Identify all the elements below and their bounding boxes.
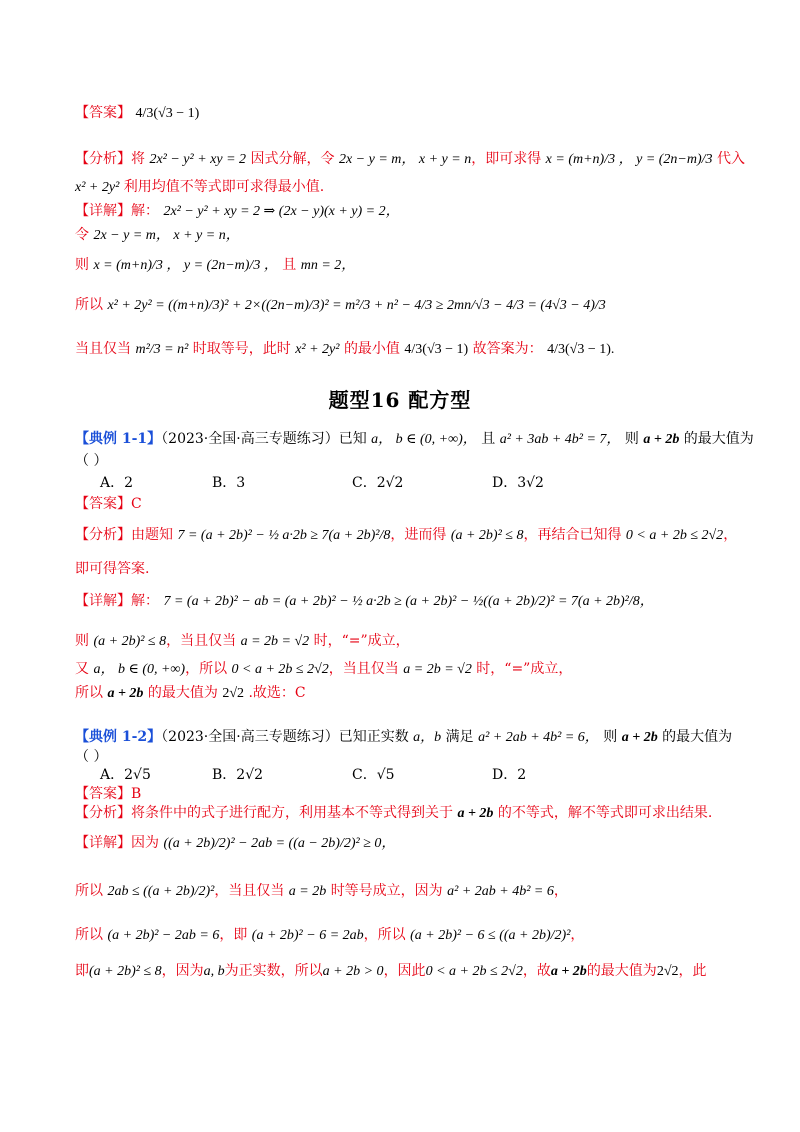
detail-line-3 bbox=[75, 256, 355, 275]
ex2-answer-tag: 【答案】 bbox=[75, 786, 131, 802]
ex1-detail-text: 则 bbox=[75, 633, 89, 649]
analysis-tag: 【分析】 bbox=[75, 151, 131, 167]
ex2-detail-math: 2ab ≤ ((a + 2b)/2)² bbox=[107, 884, 215, 899]
detail-math: m²/3 = n² bbox=[135, 342, 189, 357]
ex1-analysis-tag: 【分析】 bbox=[75, 527, 131, 543]
ex2-answer-line bbox=[75, 785, 141, 803]
ex2-detail-math: (a + 2b)² − 2ab = 6 bbox=[107, 928, 220, 943]
ex1-question-line bbox=[75, 430, 754, 449]
ex1-text: 的最大值为 bbox=[683, 431, 754, 447]
ex2-detail-text: 因为 bbox=[131, 835, 159, 851]
ex1-option-b: B．3 bbox=[212, 475, 246, 491]
ex1-math: a² + 3ab + 4b² = 7， bbox=[499, 432, 621, 447]
detail-text: 令 bbox=[75, 227, 89, 243]
ex1-option-d: D．3√2 bbox=[492, 475, 544, 491]
ex2-detail-line-3 bbox=[75, 926, 584, 945]
ex2-paren: （ ） bbox=[75, 749, 108, 765]
ex1-answer-line bbox=[75, 495, 142, 513]
ex1-source: （2023·全国·高三专题练习）已知 bbox=[161, 431, 367, 447]
ex1-detail-math: 0 < a + 2b ≤ 2√2 bbox=[231, 662, 329, 677]
ex2-detail-text: 即 bbox=[75, 963, 89, 979]
ex2-math: a，b bbox=[413, 730, 442, 745]
detail-text: 的最小值 bbox=[343, 341, 400, 357]
ex1-math: a + 2b bbox=[643, 432, 680, 447]
answer-math: 4/3(√3 − 1) bbox=[135, 106, 200, 121]
analysis-text: 将 bbox=[131, 151, 145, 167]
analysis-text: 代入 bbox=[717, 151, 745, 167]
ex2-math: a + 2b bbox=[621, 730, 658, 745]
detail-tag: 【详解】 bbox=[75, 203, 131, 219]
detail-math: 4/3(√3 − 1). bbox=[547, 342, 615, 357]
ex2-detail-math: (a + 2b)² − 6 = 2ab bbox=[251, 928, 364, 943]
detail-math: 2x² − y² + xy = 2 ⇒ (2x − y)(x + y) = 2， bbox=[163, 204, 400, 219]
ex1-paren: （ ） bbox=[75, 453, 108, 469]
ex2-detail-text: 时等号成立，因为 bbox=[330, 883, 443, 899]
analysis-text: 因式分解，令 bbox=[250, 151, 335, 167]
ex2-detail-text: ，所以 bbox=[363, 927, 406, 943]
ex2-detail-math: 2√2 bbox=[656, 964, 679, 979]
ex2-text: 则 bbox=[603, 729, 618, 745]
ex1-analysis-math: (a + 2b)² ≤ 8 bbox=[450, 528, 524, 543]
ex1-detail-text: 时，“=”成立， bbox=[476, 661, 573, 677]
ex2-detail-text: ，此 bbox=[678, 963, 707, 979]
answer-tag: 【答案】 bbox=[75, 105, 131, 121]
ex2-analysis-math: a + 2b bbox=[457, 806, 494, 821]
detail-line-4 bbox=[75, 296, 606, 315]
ex1-analysis-text: ， bbox=[723, 527, 738, 543]
ex1-detail-math: a = 2b = √2 bbox=[403, 662, 472, 677]
ex1-detail-text: ，当且仅当 bbox=[166, 633, 237, 649]
ex1-analysis-text: 由题知 bbox=[131, 527, 173, 543]
ex1-analysis-line-1 bbox=[75, 526, 737, 545]
ex1-detail-line-1 bbox=[75, 592, 654, 611]
ex2-option-a: A．2√5 bbox=[100, 767, 151, 783]
ex2-tag: 【典例 1-2】 bbox=[75, 729, 162, 745]
ex2-text: 的最大值为 bbox=[662, 729, 733, 745]
ex1-detail-math: a + 2b bbox=[107, 686, 144, 701]
analysis-math: x² + 2y² bbox=[75, 180, 120, 195]
ex2-detail-tag: 【详解】 bbox=[75, 835, 131, 851]
ex1-detail-math: a， b ∈ (0, +∞) bbox=[93, 662, 186, 677]
detail-line-5 bbox=[75, 340, 614, 359]
ex1-detail-text: .故选：C bbox=[248, 685, 306, 701]
ex1-detail-text: 的最大值为 bbox=[147, 685, 218, 701]
ex2-detail-line-4 bbox=[75, 962, 707, 981]
ex2-detail-math: (a + 2b)² − 6 ≤ ((a + 2b)/2)² bbox=[410, 928, 571, 943]
ex2-analysis-text: 的不等式，解不等式即可求出结果. bbox=[497, 805, 713, 821]
ex2-detail-math: ((a + 2b)/2)² − 2ab = ((a − 2b)/2)² ≥ 0， bbox=[163, 836, 396, 851]
ex1-analysis-math: 0 < a + 2b ≤ 2√2 bbox=[625, 528, 724, 543]
ex2-analysis-text: 将条件中的式子进行配方，利用基本不等式得到关于 bbox=[131, 805, 453, 821]
analysis-line-2 bbox=[75, 178, 324, 197]
ex1-detail-text: ，所以 bbox=[185, 661, 228, 677]
ex2-detail-text: 所以 bbox=[75, 883, 103, 899]
ex2-detail-text: ，即 bbox=[219, 927, 248, 943]
ex2-text: 满足 bbox=[445, 729, 474, 745]
ex1-text: 且 bbox=[481, 431, 496, 447]
detail-math: mn = 2， bbox=[300, 258, 356, 273]
ex1-text: 则 bbox=[624, 431, 639, 447]
ex2-detail-text: ， bbox=[570, 927, 585, 943]
ex1-analysis-text: ，进而得 bbox=[390, 527, 447, 543]
ex1-detail-tag: 【详解】 bbox=[75, 593, 131, 609]
ex2-answer: B bbox=[131, 786, 142, 802]
ex2-source: （2023·全国·高三专题练习）已知正实数 bbox=[161, 729, 409, 745]
detail-line-1 bbox=[75, 202, 400, 221]
ex1-tag: 【典例 1-1】 bbox=[75, 431, 162, 447]
ex1-detail-line-4 bbox=[75, 684, 306, 703]
ex1-option-a: A．2 bbox=[100, 475, 134, 491]
ex2-math: a² + 2ab + 4b² = 6， bbox=[478, 730, 599, 745]
ex2-detail-text: ，当且仅当 bbox=[214, 883, 285, 899]
ex1-detail-math: 7 = (a + 2b)² − ab = (a + 2b)² − ½ a·2b ≥ (a + 2b)² − ½((a + 2b)/2)² = 7(a + 2b)²/8， bbox=[163, 594, 654, 609]
ex2-detail-text: ，因此 bbox=[383, 963, 426, 979]
ex2-detail-text: ，故 bbox=[522, 963, 551, 979]
ex1-answer-tag: 【答案】 bbox=[75, 496, 131, 512]
ex2-detail-line-2 bbox=[75, 882, 568, 901]
ex2-detail-line-1 bbox=[75, 834, 395, 853]
analysis-math: 2x² − y² + xy = 2 bbox=[149, 152, 247, 167]
ex1-analysis-line-2: 即可得答案. bbox=[75, 561, 150, 577]
ex2-detail-math: a² + 2ab + 4b² = 6 bbox=[447, 884, 554, 899]
analysis-line-1 bbox=[75, 150, 745, 169]
ex1-detail-line-2 bbox=[75, 632, 410, 651]
ex2-detail-text: 的最大值为 bbox=[586, 963, 657, 979]
detail-text: 故答案为： bbox=[472, 341, 543, 357]
ex1-detail-text: 又 bbox=[75, 661, 89, 677]
ex2-option-c: C．√5 bbox=[352, 767, 395, 783]
ex1-analysis-text: ，再结合已知得 bbox=[523, 527, 622, 543]
ex1-detail-text: 解： bbox=[131, 593, 159, 609]
analysis-text: 利用均值不等式即可求得最小值. bbox=[123, 179, 325, 195]
ex1-detail-text: 所以 bbox=[75, 685, 103, 701]
ex2-detail-text: 为正实数，所以 bbox=[224, 963, 323, 979]
ex2-detail-math: (a + 2b)² ≤ 8 bbox=[89, 964, 162, 979]
section-title: 题型16 配方型 bbox=[328, 388, 472, 412]
analysis-math: 2x − y = m， x + y = n bbox=[338, 152, 472, 167]
ex1-detail-line-3 bbox=[75, 660, 572, 679]
analysis-math: x = (m+n)/3 ， y = (2n−m)/3 bbox=[545, 152, 713, 167]
ex2-detail-math: a = 2b bbox=[288, 884, 327, 899]
detail-math: x² + 2y² = ((m+n)/3)² + 2×((2n−m)/3)² = m²/3 + n² − 4/3 ≥ 2mn/√3 − 4/3 = (4√3 − 4)/3 bbox=[107, 298, 606, 313]
detail-math: x² + 2y² bbox=[295, 342, 340, 357]
ex2-detail-math: a + 2b > 0 bbox=[322, 964, 384, 979]
ex2-detail-text: 所以 bbox=[75, 927, 103, 943]
ex2-detail-text: ，因为 bbox=[161, 963, 204, 979]
ex1-detail-math: a = 2b = √2 bbox=[240, 634, 310, 649]
detail-text: 时取等号，此时 bbox=[192, 341, 291, 357]
ex2-analysis-line bbox=[75, 804, 712, 823]
ex1-detail-text: ，当且仅当 bbox=[328, 661, 399, 677]
detail-text: 且 bbox=[282, 257, 297, 273]
ex2-detail-text: ， bbox=[553, 883, 568, 899]
ex2-option-d: D．2 bbox=[492, 767, 527, 783]
detail-math: 2x − y = m， x + y = n， bbox=[93, 228, 240, 243]
detail-text: 则 bbox=[75, 257, 89, 273]
ex2-detail-math: a + 2b bbox=[550, 964, 587, 979]
ex1-analysis-math: 7 = (a + 2b)² − ½ a·2b ≥ 7(a + 2b)²/8 bbox=[177, 528, 391, 543]
ex1-math: a， b ∈ (0, +∞)， bbox=[371, 432, 477, 447]
detail-text: 所以 bbox=[75, 297, 103, 313]
ex2-detail-math: 0 < a + 2b ≤ 2√2 bbox=[425, 964, 523, 979]
detail-line-2 bbox=[75, 226, 240, 245]
detail-text: 当且仅当 bbox=[75, 341, 131, 357]
ex2-question-line bbox=[75, 728, 732, 747]
ex1-answer: C bbox=[131, 496, 142, 512]
analysis-text: ，即可求得 bbox=[471, 151, 542, 167]
detail-text: 解： bbox=[131, 203, 159, 219]
answer-line-1 bbox=[75, 104, 199, 123]
detail-math: 4/3(√3 − 1) bbox=[404, 342, 469, 357]
ex1-detail-math: (a + 2b)² ≤ 8 bbox=[93, 634, 167, 649]
ex2-option-b: B．2√2 bbox=[212, 767, 264, 783]
detail-math: x = (m+n)/3 ， y = (2n−m)/3 ， bbox=[93, 258, 278, 273]
ex1-detail-text: 时，“=”成立， bbox=[313, 633, 410, 649]
ex2-detail-math: a, b bbox=[203, 964, 225, 979]
ex1-detail-math: 2√2 bbox=[222, 686, 245, 701]
ex1-option-c: C．2√2 bbox=[352, 475, 404, 491]
ex2-analysis-tag: 【分析】 bbox=[75, 805, 131, 821]
